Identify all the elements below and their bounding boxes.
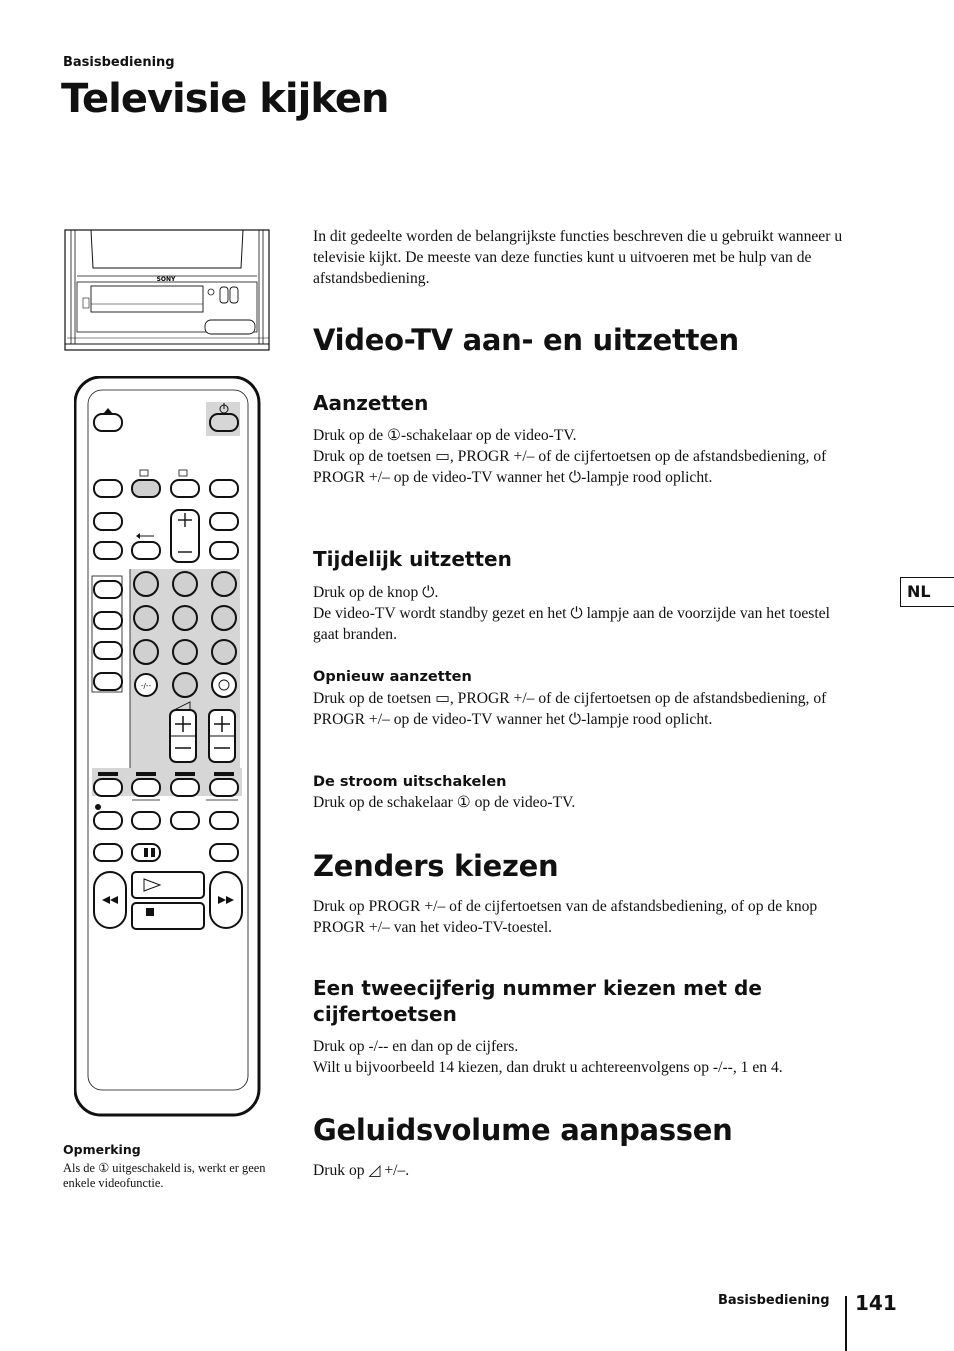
tv-illustration [63, 228, 273, 354]
language-tab: NL [900, 577, 954, 607]
tweecijferig-line-1: Druk op -/-- en dan op de cijfers. [313, 1038, 519, 1055]
geluid-text: Druk op ◿ +/–. [313, 1162, 410, 1179]
intro-paragraph: In dit gedeelte worden de belangrijkste functies beschreven die u gebruikt wanneer u televisie kijkt. De meeste van deze functies kunt u uitvoeren met be hulp van de afstandsbediening. [313, 228, 843, 288]
opnieuw-text: Druk op de toetsen ▭, PROGR +/– of de cijfertoetsen op de afstandsbediening, of PROGR +/– op de video-TV wanner het ⏻-lampje rood oplicht. [313, 690, 827, 729]
footer-divider [845, 1296, 847, 1351]
zenders-text: Druk op PROGR +/– of de cijfertoetsen van de afstandsbediening, of op de knop PROGR +/– van het video-TV-toestel. [313, 898, 818, 937]
heading-zenders-kiezen: Zenders kiezen [313, 849, 559, 883]
heading-opnieuw-aanzetten: Opnieuw aanzetten [313, 669, 472, 685]
tweecijferig-text [313, 1036, 843, 1078]
tijdelijk-line-2: De video-TV wordt standby gezet en het ⏻ lampje aan de voorzijde van het toestel gaat branden. [313, 605, 830, 644]
note-title: Opmerking [63, 1142, 141, 1157]
tweecijferig-line-2: Wilt u bijvoorbeeld 14 kiezen, dan drukt u achtereenvolgens op -/--, 1 en 4. [313, 1059, 783, 1077]
stroom-text: Druk op de schakelaar ① op de video-TV. [313, 794, 576, 811]
footer-section-label: Basisbediening [718, 1293, 830, 1308]
running-header: Basisbediening [63, 55, 175, 70]
remote-two-digit-label: -/-- [141, 682, 151, 690]
page-title: Televisie kijken [61, 76, 389, 122]
page-number: 141 [855, 1291, 897, 1315]
tijdelijk-line-1: Druk op de knop ⏻. [313, 584, 439, 601]
tv-brand: SONY [156, 276, 176, 283]
tijdelijk-text [313, 582, 843, 646]
heading-geluidsvolume: Geluidsvolume aanpassen [313, 1113, 733, 1147]
heading-aanzetten: Aanzetten [313, 391, 429, 415]
aanzetten-line-1: Druk op de ①-schakelaar op de video-TV. [313, 427, 577, 444]
heading-video-tv: Video-TV aan- en uitzetten [313, 323, 739, 357]
heading-stroom-uitschakelen: De stroom uitschakelen [313, 774, 507, 790]
heading-tweecijferig: Een tweecijferig nummer kiezen met de cijfertoetsen [313, 976, 762, 1026]
heading-tijdelijk-uitzetten: Tijdelijk uitzetten [313, 547, 512, 571]
aanzetten-line-2: Druk op de toetsen ▭, PROGR +/– of de cijfertoetsen op de afstandsbediening, of PROGR +/– op de video-TV wanner het ⏻-lampje rood oplicht. [313, 448, 827, 487]
aanzetten-text [313, 425, 843, 489]
remote-control-illustration [74, 376, 262, 1118]
note-text: Als de ① uitgeschakeld is, werkt er geen enkele videofunctie. [63, 1161, 266, 1190]
